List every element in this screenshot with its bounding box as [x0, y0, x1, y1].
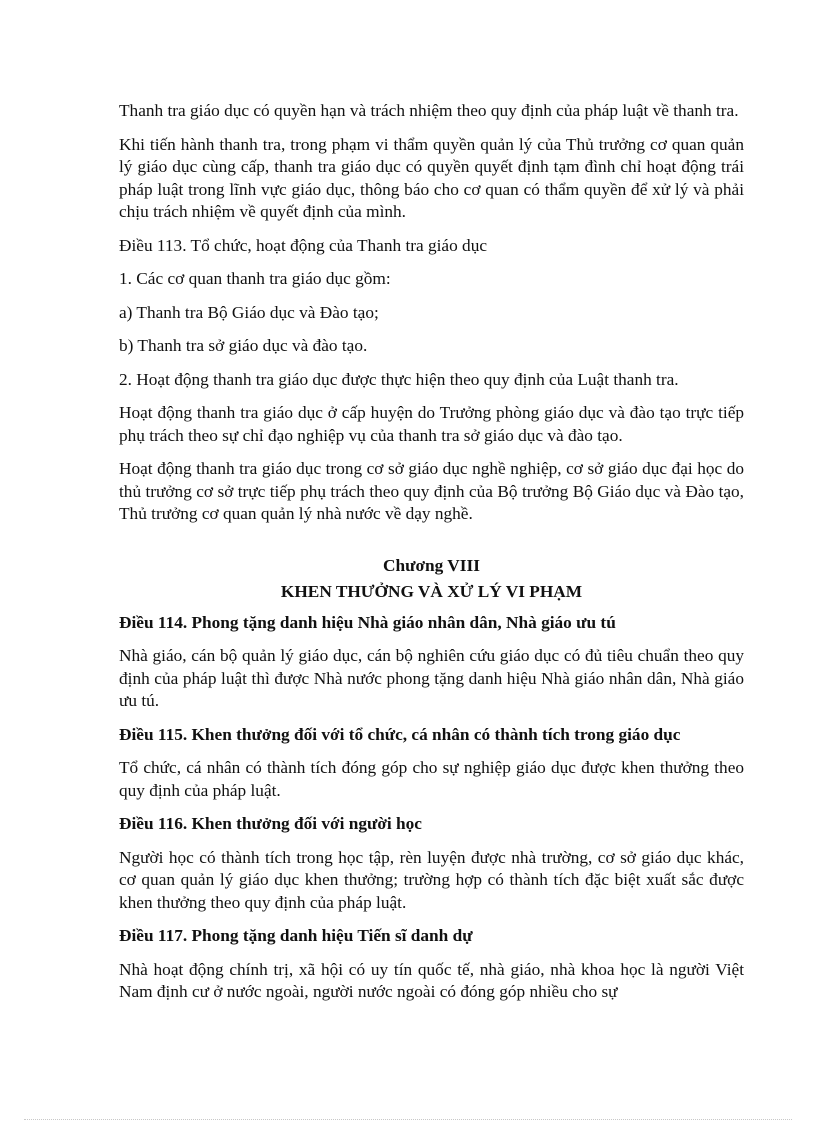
article-117-title: Điều 117. Phong tặng danh hiệu Tiến sĩ danh dự — [119, 926, 473, 945]
paragraph-inspection-powers: Khi tiến hành thanh tra, trong phạm vi thẩm quyền quản lý của Thủ trưởng cơ quan quản lý giáo dục cùng cấp, thanh tra giáo dục có quyền quyết định tạm đình chỉ hoạt động trái pháp luật trong lĩnh vực giáo dục, thông báo cho cơ quan có thẩm quyền để xử lý và phải chịu trách nhiệm về quyết định của mình. — [119, 134, 744, 221]
article-113-title: Điều 113. Tổ chức, hoạt động của Thanh tra giáo dục — [119, 235, 488, 255]
document-page — [119, 100, 744, 1015]
chapter-title: KHEN THƯỞNG VÀ XỬ LÝ VI PHẠM — [280, 582, 583, 601]
article-113-paragraph-district: Hoạt động thanh tra giáo dục ở cấp huyện do Trưởng phòng giáo dục và đào tạo trực tiếp phụ trách theo sự chỉ đạo nghiệp vụ của thanh tra sở giáo dục và đào tạo. — [119, 403, 744, 445]
chapter-label: Chương VIII — [383, 555, 480, 575]
article-115-body: Tổ chức, cá nhân có thành tích đóng góp cho sự nghiệp giáo dục được khen thưởng theo quy định của pháp luật. — [119, 758, 744, 800]
article-117-body: Nhà hoạt động chính trị, xã hội có uy tín quốc tế, nhà giáo, nhà khoa học là người Việt Nam định cư ở nước ngoài, người nước ngoài có đóng góp nhiều cho sự — [119, 959, 744, 1001]
article-114-body: Nhà giáo, cán bộ quản lý giáo dục, cán bộ nghiên cứu giáo dục có đủ tiêu chuẩn theo quy định của pháp luật thì được Nhà nước phong tặng danh hiệu Nhà giáo nhân dân, Nhà giáo ưu tú. — [119, 646, 744, 710]
article-116-body: Người học có thành tích trong học tập, rèn luyện được nhà trường, cơ sở giáo dục khác, cơ quan quản lý giáo dục khen thưởng; trường hợp có thành tích đặc biệt xuất sắc được khen thưởng theo quy định của pháp luật. — [119, 847, 744, 912]
article-113-paragraph-institutions: Hoạt động thanh tra giáo dục trong cơ sở giáo dục nghề nghiệp, cơ sở giáo dục đại học do thủ trưởng cơ sở trực tiếp phụ trách theo quy định của Bộ trưởng Bộ Giáo dục và Đào tạo, Thủ trưởng cơ quan quản lý nhà nước về dạy nghề. — [119, 459, 744, 523]
article-113-item-1a: a) Thanh tra Bộ Giáo dục và Đào tạo; — [119, 302, 379, 322]
article-113-item-1: 1. Các cơ quan thanh tra giáo dục gồm: — [119, 269, 391, 288]
page-bottom-divider — [24, 1119, 792, 1120]
chapter-heading — [119, 555, 744, 604]
article-113-item-1b: b) Thanh tra sở giáo dục và đào tạo. — [119, 336, 368, 355]
paragraph-inspection-authority: Thanh tra giáo dục có quyền hạn và trách nhiệm theo quy định của pháp luật về thanh tra. — [119, 101, 739, 120]
article-116-title: Điều 116. Khen thưởng đối với người học — [119, 814, 422, 833]
article-113-item-2: 2. Hoạt động thanh tra giáo dục được thực hiện theo quy định của Luật thanh tra. — [119, 369, 679, 389]
article-114-title: Điều 114. Phong tặng danh hiệu Nhà giáo nhân dân, Nhà giáo ưu tú — [119, 612, 616, 632]
article-115-title: Điều 115. Khen thưởng đối với tổ chức, cá nhân có thành tích trong giáo dục — [119, 724, 681, 744]
